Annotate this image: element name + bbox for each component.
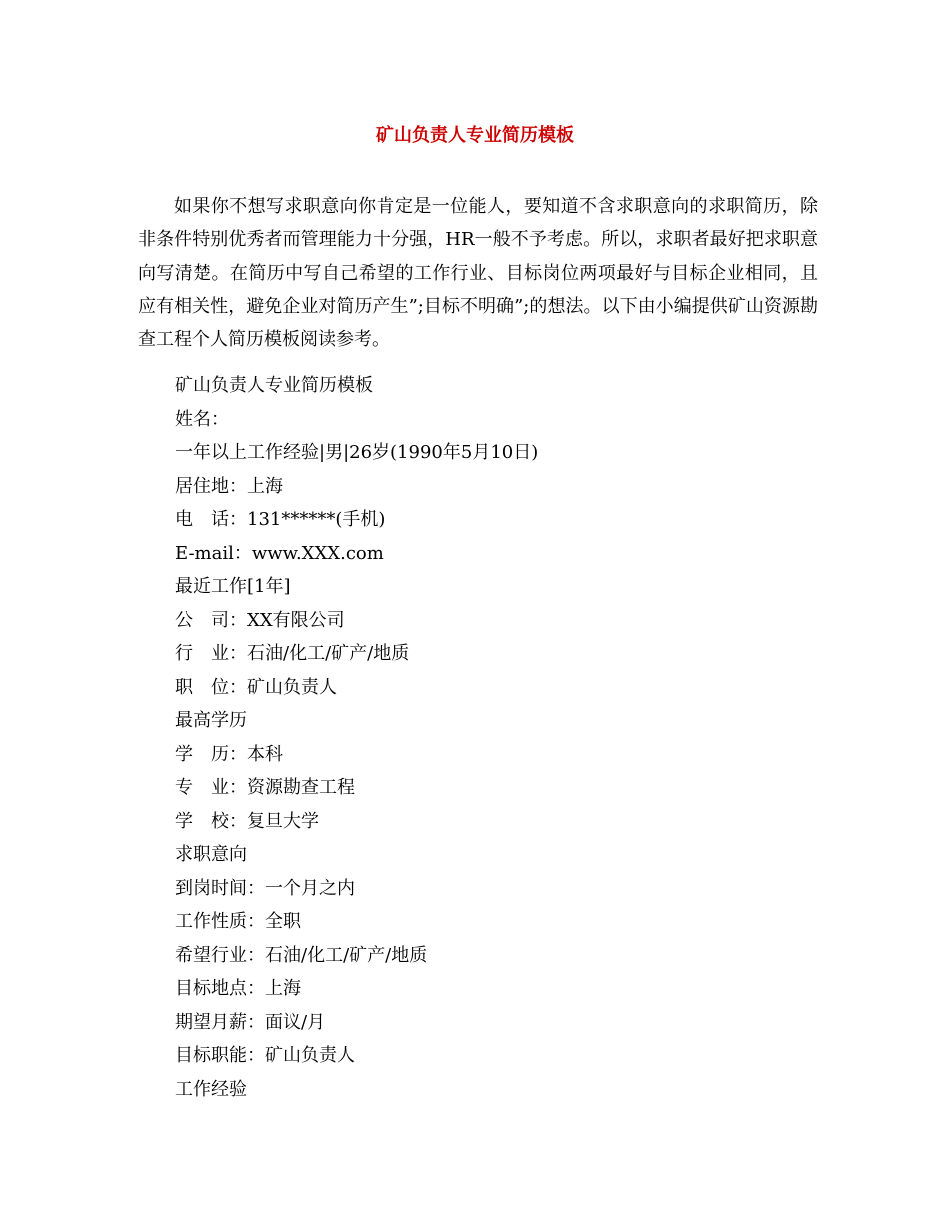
- industry-line: 行 业：石油/化工/矿产/地质: [175, 643, 410, 664]
- degree-line: 学 历：本科: [175, 743, 283, 765]
- email-line: E-mail：www.XXX.com: [175, 542, 384, 564]
- education-heading: 最高学历: [175, 710, 247, 731]
- target-location-line: 目标地点：上海: [175, 978, 301, 999]
- job-type-line: 工作性质：全职: [175, 911, 301, 932]
- phone-line: 电 话：131******(手机): [175, 509, 386, 530]
- name-line: 姓名：: [175, 408, 229, 430]
- recent-work-heading: 最近工作[1年]: [175, 576, 291, 597]
- start-time-line: 到岗时间：一个月之内: [175, 877, 355, 899]
- company-line: 公 司：XX有限公司: [175, 609, 345, 631]
- resume-lines: [175, 369, 815, 1106]
- experience-gender-age-line: 一年以上工作经验|男|26岁(1990年5月10日): [175, 442, 539, 463]
- document-title: 矿山负责人专业简历模板: [376, 125, 574, 146]
- school-line: 学 校：复旦大学: [175, 810, 319, 832]
- intro-paragraph: 如果你不想写求职意向你肯定是一位能人，要知道不含求职意向的求职简历，除非条件特别优秀者而管理能力十分强，HR一般不予考虑。所以，求职者最好把求职意向写清楚。在简历中写自己希望的工作行业、目标岗位两项最好与目标企业相同，且应有相关性，避免企业对简历产生”;目标不明确”;的想法。以下由小编提供矿山资源勘查工程个人简历模板阅读参考。: [138, 196, 818, 351]
- residence-line: 居住地：上海: [175, 475, 283, 497]
- resume-heading: 矿山负责人专业简历模板: [175, 375, 373, 396]
- target-function-line: 目标职能：矿山负责人: [175, 1045, 355, 1066]
- expected-salary-line: 期望月薪：面议/月: [175, 1011, 326, 1033]
- job-intention-heading: 求职意向: [175, 844, 247, 865]
- work-experience-heading: 工作经验: [175, 1078, 247, 1100]
- position-line: 职 位：矿山负责人: [175, 676, 337, 698]
- desired-industry-line: 希望行业：石油/化工/矿产/地质: [175, 944, 428, 966]
- major-line: 专 业：资源勘查工程: [175, 777, 355, 798]
